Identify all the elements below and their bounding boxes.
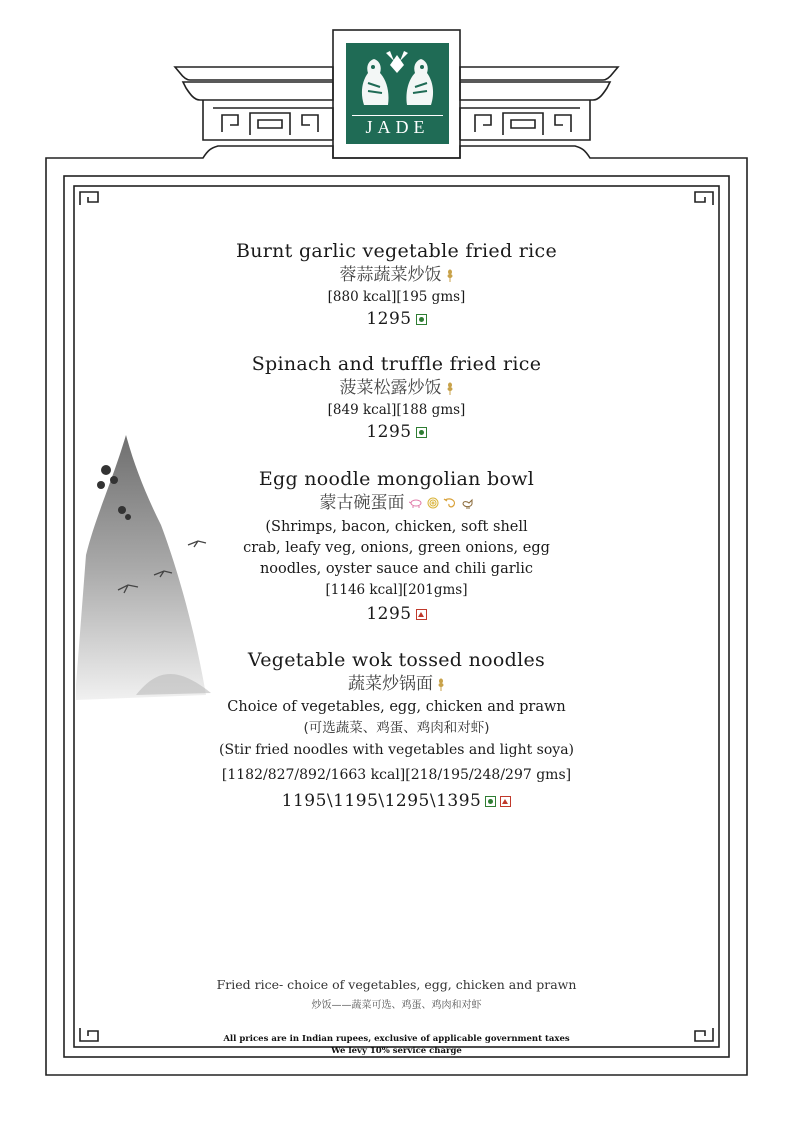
footer-note: Fried rice- choice of vegetables, egg, chicken and prawn: [216, 977, 577, 992]
service-charge-note: We levy 10% service charge: [331, 1046, 462, 1056]
menu-item: [150, 239, 643, 331]
item-name-chinese: [340, 376, 454, 400]
item-description: [150, 517, 643, 580]
item-description-chinese: (可选蔬菜、鸡蛋、鸡肉和对虾): [303, 720, 490, 736]
item-nutrition: [880 kcal][195 gms]: [327, 289, 466, 305]
menu-item: [150, 648, 643, 813]
veg-indicator-icon: [416, 427, 427, 438]
veg-indicator-icon: [485, 796, 496, 807]
item-nutrition: [1146 kcal][201gms]: [325, 582, 468, 598]
wheat-icon: [437, 678, 445, 691]
item-nutrition: [849 kcal][188 gms]: [327, 402, 466, 418]
item-name-cn-text: 菠菜松露炒饭: [339, 378, 442, 398]
item-price-row: [366, 307, 426, 331]
price-disclaimer: All prices are in Indian rupees, exclusive of applicable government taxes: [223, 1034, 570, 1044]
chicken-icon: [461, 497, 474, 510]
item-price-row: [282, 789, 512, 813]
footer-note-chinese: 炒饭——蔬菜可选、鸡蛋、鸡肉和对虾: [311, 1000, 482, 1011]
item-price-row: [366, 602, 426, 626]
desc-line: (Shrimps, bacon, chicken, soft shell: [265, 519, 528, 535]
pork-icon: [409, 498, 423, 508]
wheat-icon: [446, 269, 454, 282]
item-name-chinese: [340, 263, 454, 287]
shellfish-icon: [427, 497, 439, 509]
item-name-chinese: [320, 491, 474, 515]
desc-line: crab, leafy veg, onions, green onions, egg: [243, 540, 550, 556]
prawn-icon: [443, 497, 457, 509]
item-name: Egg noodle mongolian bowl: [258, 468, 535, 490]
item-price: 1295: [366, 604, 412, 624]
item-price: 1295: [366, 309, 412, 329]
item-description-secondary: (Stir fried noodles with vegetables and light soya): [218, 742, 575, 758]
brand-name: JADE: [365, 117, 430, 137]
item-name-cn-text: 蒙古碗蛋面: [319, 493, 405, 513]
jade-logo: [346, 43, 449, 144]
item-name-cn-text: 蔬菜炒锅面: [348, 674, 433, 694]
item-price: 1195\1195\1295\1395: [281, 791, 482, 811]
item-price: 1295: [366, 422, 412, 442]
veg-indicator-icon: [416, 314, 427, 325]
item-nutrition: [1182/827/892/1663 kcal][218/195/248/297 gms]: [221, 767, 572, 783]
menu-item: [150, 352, 643, 444]
footer-disclaimer-block: [150, 1033, 643, 1057]
tiger-emblem-icon: [346, 43, 449, 115]
non-veg-indicator-icon: [416, 609, 427, 620]
item-name-chinese: [348, 672, 445, 696]
item-price-row: [366, 420, 426, 444]
menu-item: [150, 467, 643, 626]
item-name: Burnt garlic vegetable fried rice: [235, 240, 558, 262]
item-name-cn-text: 蓉蒜蔬菜炒饭: [339, 265, 442, 285]
non-veg-indicator-icon: [500, 796, 511, 807]
item-description: Choice of vegetables, egg, chicken and prawn: [227, 699, 566, 715]
item-name: Spinach and truffle fried rice: [251, 353, 542, 375]
desc-line: noodles, oyster sauce and chili garlic: [259, 561, 534, 577]
logo-divider: [352, 115, 443, 116]
wheat-icon: [446, 382, 454, 395]
item-name: Vegetable wok tossed noodles: [247, 649, 546, 671]
